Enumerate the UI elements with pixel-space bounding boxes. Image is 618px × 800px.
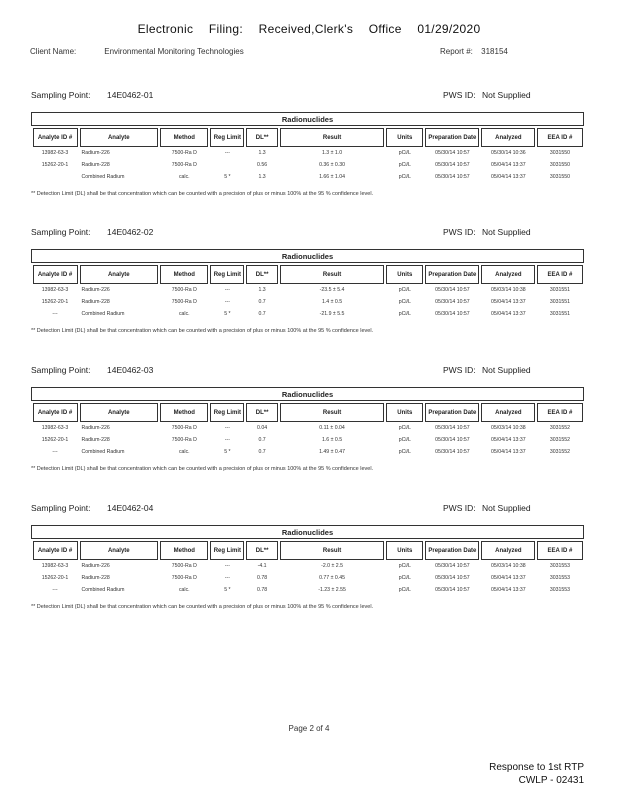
table-cell: 1.3 ± 1.0 [321,150,343,156]
column-header-label: Method [160,265,208,284]
client-name-value: Environmental Monitoring Technologies [104,47,244,56]
report-number-line [440,47,508,56]
radionuclides-table [31,112,584,183]
column-header-label: DL** [246,265,278,284]
table-cell: 1.49 ± 0.47 [319,449,346,455]
table-cell: 05/30/14 10:57 [435,563,470,569]
column-header-label: Preparation Date [425,541,479,560]
table-cell: 0.7 [258,311,266,317]
table-cell: -21.9 ± 5.5 [319,311,345,317]
table-cell: 1.6 ± 0.5 [321,437,343,443]
sampling-point-value: 14E0462-02 [107,227,154,237]
table-cell: 05/30/14 10:57 [435,299,470,305]
column-header [385,263,424,285]
table-cell: Radium-228 [81,299,110,305]
table-row [32,572,584,584]
column-header [385,126,424,148]
column-header [480,539,536,561]
column-header-label: DL** [246,541,278,560]
radionuclides-table [31,249,584,320]
table-cell: --- [52,587,58,593]
pws-id-line [443,90,531,100]
column-header-label: Analyte [80,541,159,560]
column-header-label: EEA ID # [537,541,582,560]
pws-id-label: PWS ID: [443,90,476,100]
column-header [159,401,209,423]
column-header-label: EEA ID # [537,265,582,284]
table-row [32,308,584,320]
table-cell: calc. [178,311,190,317]
table-title: Radionuclides [32,388,584,401]
table-cell: -2.0 ± 2.5 [321,563,343,569]
table-cell: 0.7 [258,449,266,455]
table-cell: pCi/L [398,287,411,293]
table-cell: 5 * [224,587,231,593]
table-cell: 7500-Ra D [171,575,197,581]
column-header [245,539,279,561]
table-cell: --- [224,437,230,443]
table-cell: --- [224,563,230,569]
column-header-label: Preparation Date [425,403,479,422]
table-cell: 05/03/14 10:38 [491,425,526,431]
table-cell [209,159,245,171]
pws-id-value: Not Supplied [481,227,531,237]
table-cell: 7500-Ra D [171,299,197,305]
table-cell: 05/04/14 13:37 [491,162,526,168]
table-cell: 05/30/14 10:57 [435,174,470,180]
column-header-label: Units [386,265,423,284]
table-cell: Radium-226 [81,425,110,431]
table-row [32,284,584,296]
column-header-label: Analyte ID # [33,541,78,560]
column-header [209,401,245,423]
column-header [32,126,79,148]
table-cell: pCi/L [398,311,411,317]
table-cell: 0.78 [257,587,268,593]
table-cell: pCi/L [398,575,411,581]
pws-id-value: Not Supplied [481,365,531,375]
pws-id-line [443,227,531,237]
column-header-label: Result [280,128,384,147]
table-cell: 05/04/14 13:37 [491,311,526,317]
table-cell: 7500-Ra D [171,425,197,431]
table-cell: -4.1 [257,563,267,569]
table-cell: Radium-226 [81,563,110,569]
column-header [480,401,536,423]
column-header-label: Reg Limit [210,265,244,284]
table-title: Radionuclides [32,250,584,263]
table-cell: 0.7 [258,437,266,443]
column-header [32,401,79,423]
table-row [32,171,584,183]
header-part2: Filing: [208,22,244,36]
table-cell: 05/30/14 10:57 [435,287,470,293]
column-header-label: Analyte ID # [33,265,78,284]
header-date: 01/29/2020 [417,22,481,36]
detection-limit-footnote: ** Detection Limit (DL) shall be that concentration which can be counted with a precision of plus or minus 100% at the 95 % confidence level. [31,604,374,610]
pws-id-value: Not Supplied [481,503,531,513]
table-cell: 3031552 [549,437,571,443]
sampling-point-label: Sampling Point: [31,227,91,237]
column-header [424,401,480,423]
client-name-line [30,47,244,56]
table-cell: --- [224,150,230,156]
column-header-label: Result [280,403,384,422]
column-header [279,539,385,561]
column-header-label: Analyzed [481,128,535,147]
table-row [32,584,584,596]
column-header [32,263,79,285]
table-cell: 1.4 ± 0.5 [321,299,343,305]
column-header-label: Analyte [80,403,159,422]
column-header-label: Analyzed [481,403,535,422]
table-cell: 7500-Ra D [171,563,197,569]
table-cell: Radium-228 [81,575,110,581]
rtp-line2: CWLP - 02431 [518,775,584,786]
pws-id-label: PWS ID: [443,503,476,513]
table-row [32,434,584,446]
sampling-point-line [31,503,153,513]
table-cell: calc. [178,174,190,180]
header-part3: Received,Clerk's [258,22,354,36]
column-header [536,263,583,285]
detection-limit-footnote: ** Detection Limit (DL) shall be that concentration which can be counted with a precision of plus or minus 100% at the 95 % confidence level. [31,191,374,197]
table-cell: calc. [178,587,190,593]
column-header [159,263,209,285]
header-part1: Electronic [137,22,194,36]
table-cell: 3031552 [549,425,571,431]
client-name-label: Client Name: [30,47,77,56]
column-header [279,263,385,285]
table-row [32,560,584,572]
pws-id-value: Not Supplied [481,90,531,100]
column-header [245,263,279,285]
table-cell: pCi/L [398,425,411,431]
detection-limit-footnote: ** Detection Limit (DL) shall be that concentration which can be counted with a precision of plus or minus 100% at the 95 % confidence level. [31,466,374,472]
table-cell: 05/30/14 10:57 [435,311,470,317]
column-header [385,401,424,423]
table-cell: Combined Radium [81,587,125,593]
table-cell: 1.3 [258,174,266,180]
column-header [79,126,160,148]
table-cell: Radium-226 [81,287,110,293]
table-cell: pCi/L [398,437,411,443]
table-cell: 0.36 ± 0.30 [319,162,346,168]
table-cell: 13982-63-3 [41,563,69,569]
table-cell: --- [52,311,58,317]
table-title: Radionuclides [32,526,584,539]
pws-id-line [443,503,531,513]
column-header-label: Units [386,541,423,560]
column-header [279,401,385,423]
table-cell: Combined Radium [81,449,125,455]
table-cell: 15262-20-1 [41,437,69,443]
column-header [536,126,583,148]
column-header [424,263,480,285]
table-cell: 05/03/14 10:38 [491,287,526,293]
column-header-label: Units [386,403,423,422]
column-header [536,401,583,423]
table-cell: 15262-20-1 [41,162,69,168]
column-header-label: DL** [246,403,278,422]
header-part4: Office [368,22,402,36]
table-cell: 05/30/14 10:57 [435,425,470,431]
sampling-point-label: Sampling Point: [31,365,91,375]
rtp-line1: Response to 1st RTP [489,762,584,773]
table-cell: pCi/L [398,563,411,569]
sampling-point-value: 14E0462-01 [107,90,154,100]
column-header-label: EEA ID # [537,128,582,147]
table-cell: pCi/L [398,150,411,156]
table-cell: 3031552 [549,449,571,455]
column-header-label: Method [160,403,208,422]
table-cell: 05/30/14 10:57 [435,162,470,168]
table-cell: 7500-Ra D [171,287,197,293]
table-cell: Combined Radium [81,174,125,180]
table-cell: Radium-228 [81,437,110,443]
column-header [159,539,209,561]
table-cell: --- [224,425,230,431]
column-header [536,539,583,561]
table-cell: 3031550 [549,150,571,156]
table-cell: Combined Radium [81,311,125,317]
table-cell: 1.3 [258,287,266,293]
filing-header [0,22,618,36]
table-cell: 05/30/14 10:57 [435,587,470,593]
radionuclides-table [31,525,584,596]
table-cell: 0.7 [258,299,266,305]
table-cell: 3031551 [549,311,571,317]
table-cell: 7500-Ra D [171,162,197,168]
table-cell: pCi/L [398,449,411,455]
table-cell: 3031553 [549,575,571,581]
table-cell [32,171,79,183]
table-cell: pCi/L [398,299,411,305]
table-cell: -1.23 ± 2.55 [318,587,346,593]
table-cell: 05/30/14 10:57 [435,437,470,443]
column-header-label: Result [280,541,384,560]
table-cell: 0.56 [257,162,268,168]
column-header [32,539,79,561]
table-cell: 05/04/14 13:37 [491,449,526,455]
table-cell: 05/30/14 10:36 [491,150,526,156]
table-cell: 5 * [224,311,231,317]
table-cell: --- [224,287,230,293]
table-cell: 05/04/14 13:37 [491,587,526,593]
column-header-label: DL** [246,128,278,147]
table-cell: 05/04/14 13:37 [491,437,526,443]
column-header [424,126,480,148]
column-header-label: Analyzed [481,541,535,560]
column-header [424,539,480,561]
column-header-label: Result [280,265,384,284]
table-cell: 3031553 [549,587,571,593]
column-header-label: Method [160,128,208,147]
table-cell: 3031553 [549,563,571,569]
table-cell: 5 * [224,174,231,180]
table-cell: Radium-226 [81,150,110,156]
sampling-point-line [31,90,153,100]
column-header [209,263,245,285]
table-cell: 13982-63-3 [41,150,69,156]
table-cell: 05/03/14 10:38 [491,563,526,569]
table-cell: pCi/L [398,587,411,593]
table-cell: 0.11 ± 0.04 [319,425,345,431]
column-header [209,126,245,148]
column-header [79,539,160,561]
table-cell: pCi/L [398,162,411,168]
table-cell: 15262-20-1 [41,575,69,581]
pws-id-line [443,365,531,375]
sampling-point-line [31,227,153,237]
table-cell: 7500-Ra D [171,150,197,156]
table-cell: 0.78 [257,575,268,581]
table-cell: 05/04/14 13:37 [491,299,526,305]
column-header-label: Analyte ID # [33,128,78,147]
column-header-label: Preparation Date [425,128,479,147]
table-cell: 13982-63-3 [41,287,69,293]
table-title: Radionuclides [32,113,584,126]
table-cell: --- [224,575,230,581]
table-cell: 05/04/14 13:37 [491,174,526,180]
column-header [480,126,536,148]
pws-id-label: PWS ID: [443,227,476,237]
table-cell: 15262-20-1 [41,299,69,305]
table-cell: 1.3 [258,150,266,156]
sampling-point-line [31,365,153,375]
column-header [159,126,209,148]
table-cell: 3031551 [549,299,571,305]
detection-limit-footnote: ** Detection Limit (DL) shall be that concentration which can be counted with a precision of plus or minus 100% at the 95 % confidence level. [31,328,374,334]
table-cell: 7500-Ra D [171,437,197,443]
table-cell: 05/30/14 10:57 [435,449,470,455]
sampling-point-value: 14E0462-03 [107,365,154,375]
sampling-point-label: Sampling Point: [31,90,91,100]
column-header [279,126,385,148]
table-row [32,296,584,308]
column-header-label: Reg Limit [210,541,244,560]
pws-id-label: PWS ID: [443,365,476,375]
column-header-label: Preparation Date [425,265,479,284]
column-header-label: Analyte [80,265,159,284]
column-header-label: Analyte ID # [33,403,78,422]
sampling-point-value: 14E0462-04 [107,503,154,513]
table-cell: calc. [178,449,190,455]
table-cell: -23.5 ± 5.4 [319,287,345,293]
report-number-value: 318154 [481,47,508,56]
table-cell: 0.04 [257,425,268,431]
table-row [32,147,584,159]
rtp-block [489,761,584,787]
table-cell: 5 * [224,449,231,455]
table-cell: 05/04/14 13:37 [491,575,526,581]
column-header-label: Reg Limit [210,128,244,147]
column-header-label: Reg Limit [210,403,244,422]
table-cell: 05/30/14 10:57 [435,575,470,581]
column-header-label: Units [386,128,423,147]
column-header [79,401,160,423]
table-cell: 3031550 [549,174,571,180]
table-cell: --- [52,449,58,455]
report-number-label: Report #: [440,47,473,56]
radionuclides-table [31,387,584,458]
column-header-label: Method [160,541,208,560]
column-header [209,539,245,561]
table-cell: 3031551 [549,287,571,293]
column-header [245,401,279,423]
column-header [385,539,424,561]
table-cell: --- [224,299,230,305]
column-header [245,126,279,148]
sampling-point-label: Sampling Point: [31,503,91,513]
table-row [32,446,584,458]
column-header [480,263,536,285]
table-row [32,422,584,434]
table-cell: pCi/L [398,174,411,180]
column-header-label: Analyte [80,128,159,147]
table-cell: 1.66 ± 1.04 [319,174,346,180]
column-header [79,263,160,285]
table-cell: 13982-63-3 [41,425,69,431]
page-number: Page 2 of 4 [288,724,330,733]
table-row [32,159,584,171]
column-header-label: Analyzed [481,265,535,284]
table-cell: Radium-228 [81,162,110,168]
table-cell: 3031550 [549,162,571,168]
table-cell: 0.77 ± 0.45 [319,575,346,581]
column-header-label: EEA ID # [537,403,582,422]
table-cell: 05/30/14 10:57 [435,150,470,156]
